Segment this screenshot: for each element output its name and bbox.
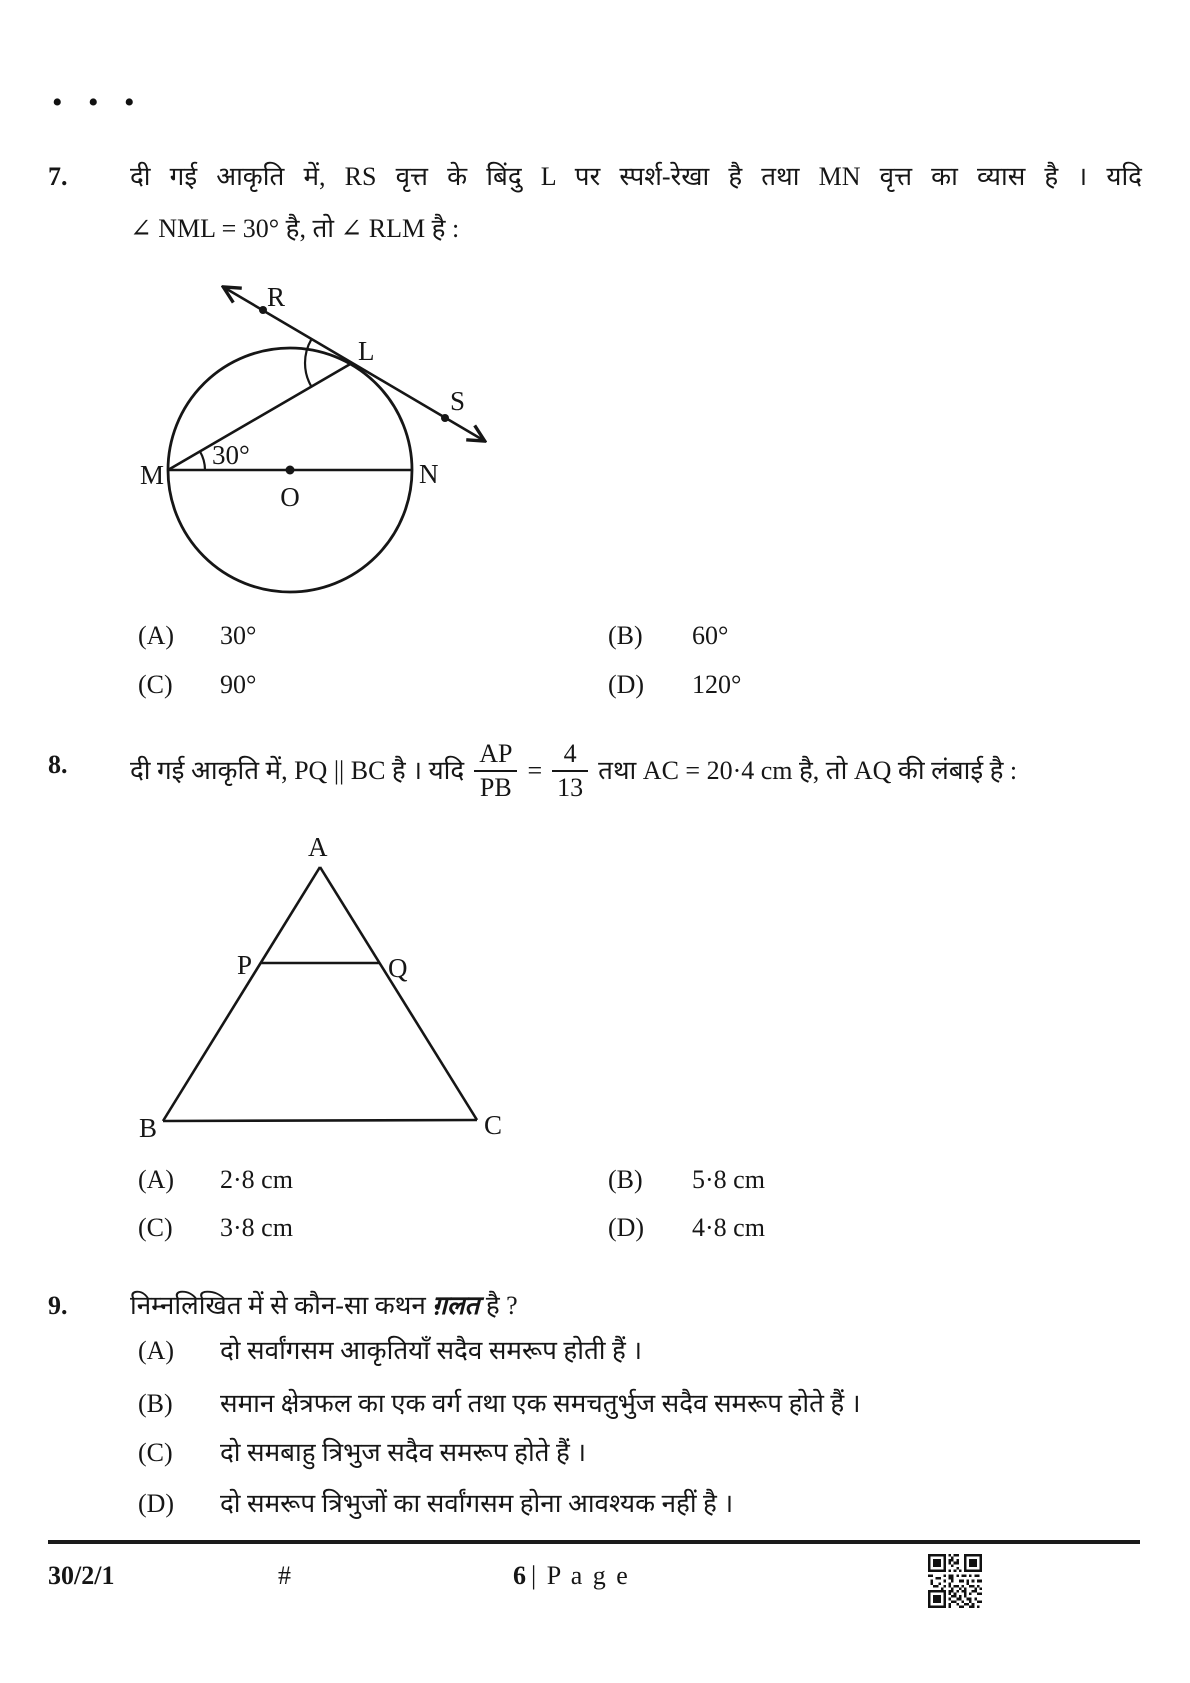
footer-hash-mark: # — [278, 1561, 291, 1590]
q8-option-b-value: 5·8 cm — [692, 1165, 765, 1194]
footer-divider — [48, 1540, 1140, 1544]
q7-option-c-value: 90° — [220, 670, 257, 699]
q8-equals-sign: = — [527, 756, 543, 785]
angle-arc-L — [305, 339, 311, 386]
label-N: N — [419, 459, 439, 489]
label-M: M — [139, 460, 164, 490]
label-B: B — [138, 1113, 157, 1143]
q7-option-a-label: (A) — [138, 621, 175, 650]
q9-option-b-text: समान क्षेत्रफल का एक वर्ग तथा एक समचतुर्भुज सदैव समरूप होते हैं । — [220, 1389, 861, 1418]
q8-text-after: तथा AC = 20·4 cm है, तो AQ की लंबाई है : — [598, 756, 1018, 785]
point-R-dot — [259, 306, 267, 314]
q9-text-emphasis: ग़लत — [432, 1291, 480, 1320]
q9-option-d-label: (D) — [138, 1489, 175, 1518]
q7-circle-figure — [120, 256, 520, 604]
label-C: C — [484, 1110, 503, 1140]
label-Q: Q — [388, 953, 408, 983]
q8-frac2-numerator: 4 — [552, 738, 588, 772]
side-AB — [163, 867, 320, 1121]
label-R: R — [266, 282, 286, 312]
q8-number: 8. — [48, 750, 68, 779]
q8-option-d-label: (D) — [608, 1213, 645, 1242]
q8-text-before: दी गई आकृति में, PQ || BC है । यदि — [130, 756, 465, 785]
q9-question-text — [130, 1291, 518, 1321]
q7-option-d-label: (D) — [608, 670, 645, 699]
q8-fraction-ap-pb — [474, 738, 517, 804]
footer-paper-code: 30/2/1 — [48, 1561, 115, 1590]
q9-text-before: निम्नलिखित में से कौन-सा कथन — [130, 1291, 426, 1320]
label-S: S — [450, 386, 466, 416]
q8-frac1-numerator: AP — [474, 738, 517, 772]
label-O: O — [280, 482, 300, 512]
q9-option-a-text: दो सर्वांगसम आकृतियाँ सदैव समरूप होती हैं । — [220, 1336, 643, 1365]
q8-fraction-4-13 — [552, 738, 588, 804]
q7-text-line2: ∠ NML = 30° है, तो ∠ RLM है : — [130, 214, 460, 243]
qr-code — [928, 1554, 982, 1608]
q9-option-c-text: दो समबाहु त्रिभुज सदैव समरूप होते हैं । — [220, 1438, 587, 1467]
footer-page-word: | P a g e — [531, 1561, 630, 1590]
q8-option-a-label: (A) — [138, 1165, 175, 1194]
side-AC — [320, 867, 477, 1120]
point-O-dot — [286, 466, 295, 475]
label-A: A — [308, 832, 328, 862]
q8-option-c-value: 3·8 cm — [220, 1213, 293, 1242]
q8-option-c-label: (C) — [138, 1213, 173, 1242]
q9-number: 9. — [48, 1291, 68, 1320]
side-BC — [163, 1120, 477, 1121]
point-S-dot — [441, 414, 449, 422]
q7-option-b-value: 60° — [692, 621, 729, 650]
q8-text-line — [130, 731, 1017, 811]
label-P: P — [236, 950, 252, 980]
label-angle-30: 30° — [212, 440, 250, 470]
q7-option-d-value: 120° — [692, 670, 742, 699]
footer-page-number: 6 — [513, 1561, 526, 1590]
q8-frac1-denominator: PB — [479, 773, 512, 802]
q7-option-c-label: (C) — [138, 670, 173, 699]
q7-option-a-value: 30° — [220, 621, 257, 650]
q9-text-after: है ? — [485, 1291, 518, 1320]
q9-option-a-label: (A) — [138, 1336, 175, 1365]
q7-text-line1: दी गई आकृति में, RS वृत्त के बिंदु L पर स्पर्श-रेखा है तथा MN वृत्त का व्यास है । यदि — [130, 162, 1142, 191]
q7-option-b-label: (B) — [608, 621, 643, 650]
chord-ML — [168, 363, 352, 470]
q8-option-b-label: (B) — [608, 1165, 643, 1194]
q9-option-b-label: (B) — [138, 1389, 173, 1418]
q8-option-a-value: 2·8 cm — [220, 1165, 293, 1194]
angle-arc-M — [200, 452, 205, 471]
q9-option-d-text: दो समरूप त्रिभुजों का सर्वांगसम होना आवश्यक नहीं है । — [220, 1489, 734, 1518]
page-corner-dots-icon: • • • — [52, 86, 144, 119]
q7-number: 7. — [48, 162, 68, 191]
q8-triangle-figure — [120, 824, 520, 1146]
q8-frac2-denominator: 13 — [557, 773, 584, 802]
q9-option-c-label: (C) — [138, 1438, 173, 1467]
q8-option-d-value: 4·8 cm — [692, 1213, 765, 1242]
label-L: L — [358, 336, 375, 366]
